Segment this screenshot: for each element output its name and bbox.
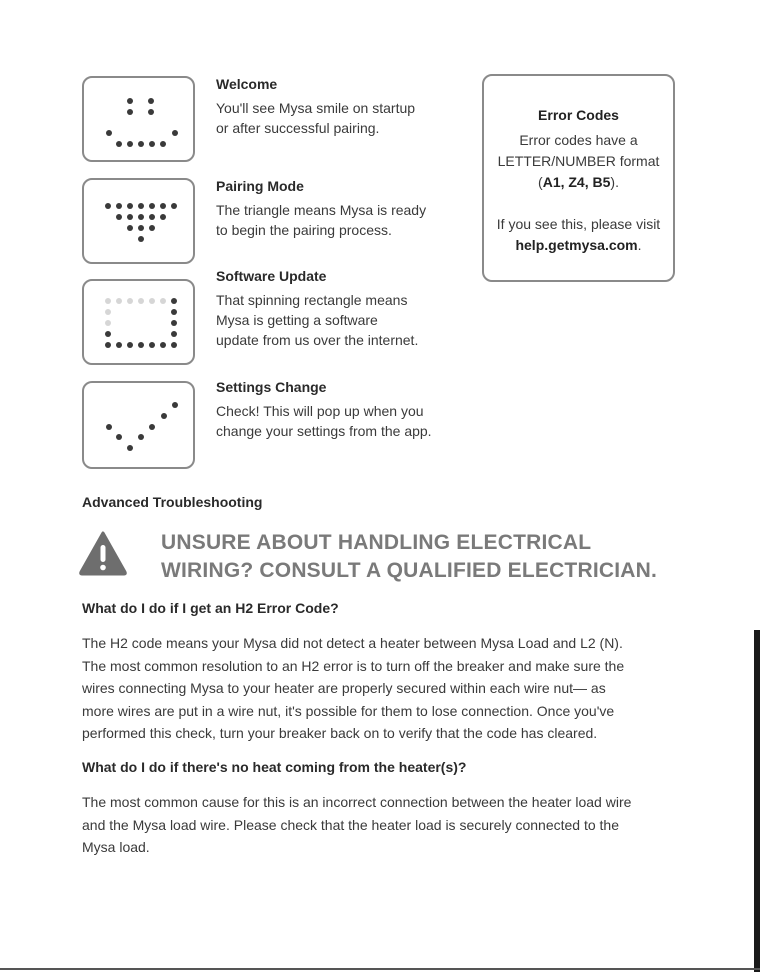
status-title: Settings Change [216, 379, 327, 395]
faq-answer-h2-error: The H2 code means your Mysa did not detect a heater between Mysa Load and L2 (N). The most common resolution to an H2 error is to turn off the breaker and make sure the wires connecting Mysa to your heater are properly secured within each wire nut— as more wires are put in a wire nut, it's possible for them to lose connection. Once you've performed this check, turn your breaker back on to verify that the code has cleared. [82, 635, 625, 741]
error-codes-examples: (A1, Z4, B5). [538, 174, 619, 190]
rectangle-dots-icon [82, 279, 195, 365]
status-welcome [82, 76, 452, 166]
status-description: The triangle means Mysa is ready to begin the pairing process. [216, 202, 427, 238]
status-title: Pairing Mode [216, 178, 304, 194]
warning-triangle-icon [78, 530, 128, 576]
status-software-update [82, 268, 452, 368]
status-description: That spinning rectangle means Mysa is getting a software update from us over the internet. [216, 292, 419, 348]
error-codes-title: Error Codes [538, 107, 619, 123]
help-link[interactable]: help.getmysa.com [515, 237, 638, 253]
error-codes-line: Error codes have a [519, 132, 638, 148]
help-link-line: help.getmysa.com. [515, 237, 642, 253]
faq-question-no-heat: What do I do if there's no heat coming from the heater(s)? [82, 759, 467, 775]
status-description: Check! This will pop up when you change your settings from the app. [216, 403, 432, 439]
error-codes-box [482, 74, 675, 282]
electrician-warning: UNSURE ABOUT HANDLING ELECTRICAL WIRING? CONSULT A QUALIFIED ELECTRICIAN. [161, 531, 658, 582]
status-settings-change [82, 379, 452, 469]
status-pairing-mode [82, 178, 452, 268]
error-codes-line: LETTER/NUMBER format [497, 153, 660, 169]
advanced-troubleshooting-heading: Advanced Troubleshooting [82, 494, 263, 510]
error-codes-visit: If you see this, please visit [496, 216, 661, 232]
check-dots-icon [82, 381, 195, 469]
faq-answer-no-heat: The most common cause for this is an incorrect connection between the heater load wire and the Mysa load wire. Please check that the heater load is securely connected to the Mysa load. [82, 794, 632, 855]
status-title: Software Update [216, 268, 327, 284]
page-edge-bar [754, 630, 760, 972]
status-description: You'll see Mysa smile on startup or after successful pairing. [216, 100, 416, 136]
faq-question-h2-error: What do I do if I get an H2 Error Code? [82, 600, 339, 616]
triangle-dots-icon [82, 178, 195, 264]
page-bottom-rule [0, 968, 760, 970]
status-title: Welcome [216, 76, 278, 92]
smile-dots-icon [82, 76, 195, 162]
